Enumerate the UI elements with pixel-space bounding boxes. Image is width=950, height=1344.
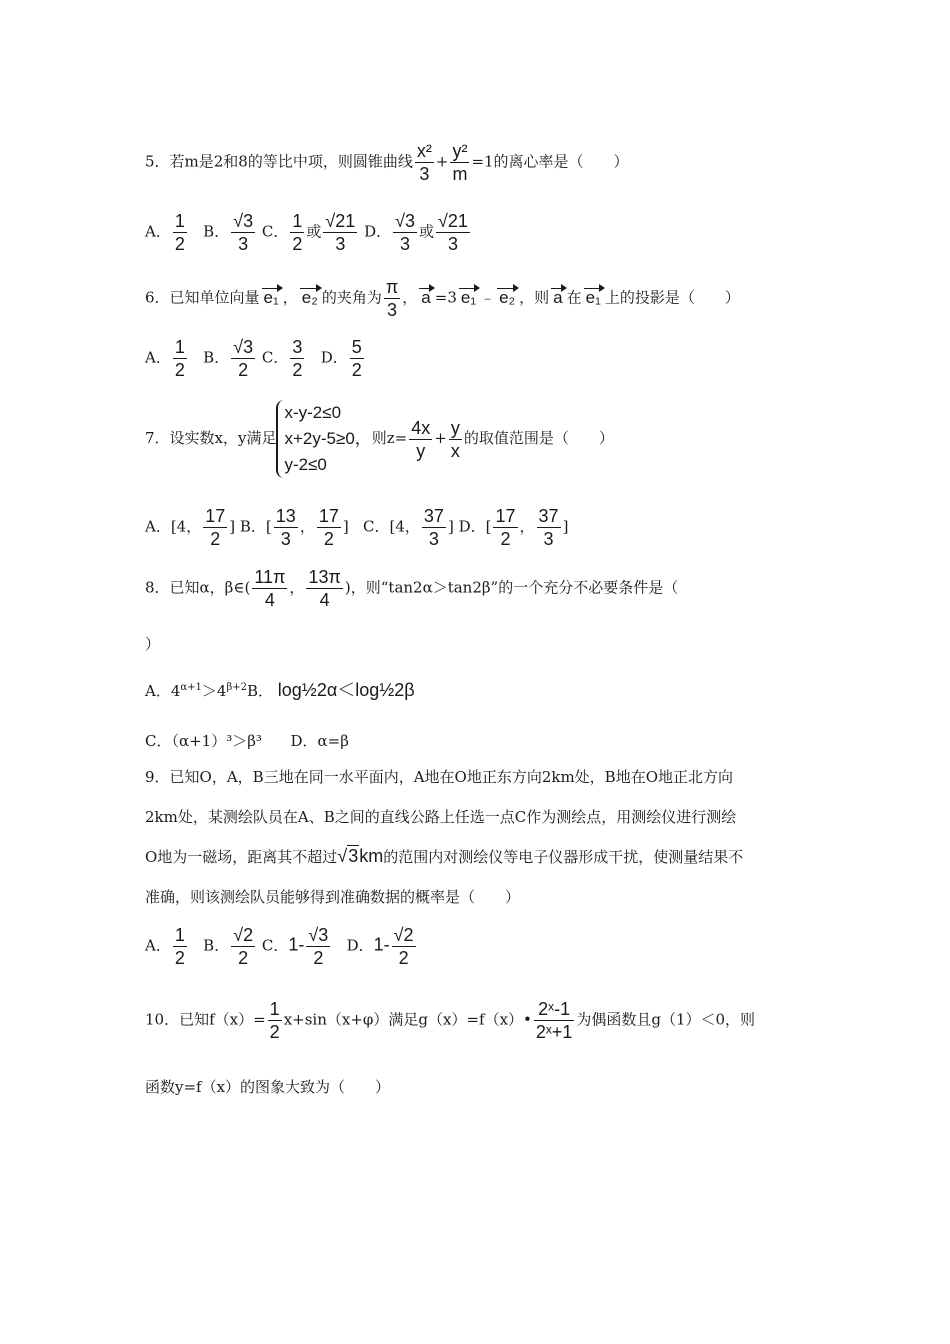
question-8-options-cd: C．（α+1）³＞β³ D．α=β bbox=[145, 732, 349, 750]
q5-fraction-y: $\frac{\text{y²}}{m}$ bbox=[452, 141, 468, 184]
log-inequality: log½2α＜log½2β bbox=[277, 680, 415, 700]
question-7-options: A．[4， $\frac{17}{2}$ ] B．[ $\frac{13}{3}$ ， $\frac{17}{2}$ ] C．[4， $\frac{37}{3}$ ] D．[ $\frac{17}{2}$ ， $\frac{37}{3}$ ] bbox=[145, 506, 569, 549]
question-9-line-1: 9．已知O，A，B三地在同一水平面内，A地在O地正东方向2km处，B地在O地正北方向 bbox=[145, 768, 734, 786]
question-5-options: A． $\frac{1}{2}$ B． $\frac{√3}{3}$ C． $\frac{1}{2}$ 或 $\frac{√21}{3}$ D． $\frac{√3}{3}$ 或 $\frac{√21}{3}$ bbox=[145, 211, 468, 254]
q5-fraction-x: $\frac{\text{x²}}{3}$ bbox=[416, 141, 432, 184]
vector-a: a bbox=[417, 288, 434, 308]
question-5-stem: 5．若m是2和8的等比中项，则圆锥曲线 $\frac{\text{x²}}{3}$ + $\frac{\text{y²}}{m}$ =1的离心率是（ ） bbox=[145, 141, 629, 184]
question-6-stem: 6．已知单位向量 e₁ ， e₂ 的夹角为 $\frac{\pi}{3}$ ， a =3 e₁ ﹣ e₂ ，则 a 在 e₁ 上的投影是（ ） bbox=[145, 277, 740, 320]
vector-e2: e₂ bbox=[298, 288, 322, 308]
q5-option-d: D． bbox=[364, 222, 392, 241]
q5-text: 5．若m是2和8的等比中项，则圆锥曲线 bbox=[145, 152, 413, 171]
question-6-options: A． $\frac{1}{2}$ B． $\frac{√3}{2}$ C． $\frac{3}{2}$ D． $\frac{5}{2}$ bbox=[145, 337, 362, 380]
question-8-close: ） bbox=[145, 635, 161, 653]
question-9-line-4: 准确，则该测绘队员能够得到准确数据的概率是（ ） bbox=[145, 888, 521, 906]
question-7-stem: 7．设实数x，y满足 x-y-2≤0 x+2y-5≥0， y-2≤0 则z= $\frac{4x}{y}$ + $\frac{y}{x}$ 的取值范围是（ ） bbox=[145, 400, 614, 478]
question-10-stem: 10．已知f（x）= $\frac{1}{2}$ x+sin（x+φ）满足g（x）=f（x）• $\frac{\text{2ˣ-1}}{\text{2ˣ+1}}$ 为偶函数且g（1）＜0，则 bbox=[145, 999, 756, 1042]
constraint-system: x-y-2≤0 x+2y-5≥0， y-2≤0 bbox=[276, 400, 371, 478]
question-9-line-3: O地为一磁场，距离其不超过√3km的范围内对测绘仪等电子仪器形成干扰，使测量结果不 bbox=[145, 846, 744, 866]
question-8-options-ab: A．$4^{\alpha+1}>4^{\beta+2}B$． log½2α＜log½2β bbox=[145, 680, 415, 700]
q5-option-a: A． bbox=[145, 222, 171, 241]
vector-e1: e₁ bbox=[260, 288, 283, 308]
question-8-stem: 8．已知α，β∈( $\frac{11\pi}{4}$ ， $\frac{13\pi}{4}$ )，则“tan2α＞tan2β”的一个充分不必要条件是（ bbox=[145, 567, 679, 610]
sqrt-3: √3 bbox=[337, 846, 359, 866]
q5-option-c: C． bbox=[261, 222, 289, 241]
question-9-options: A． $\frac{1}{2}$ B． $\frac{√2}{2}$ C．1- $\frac{√3}{2}$ D．1- $\frac{√2}{2}$ bbox=[145, 925, 414, 968]
q5-option-b: B． bbox=[203, 222, 230, 241]
question-9-line-2: 2km处，某测绘队员在A、B之间的直线公路上任选一点C作为测绘点，用测绘仪进行测绘 bbox=[145, 808, 737, 826]
question-10-line-2: 函数y=f（x）的图象大致为（ ） bbox=[145, 1078, 391, 1096]
